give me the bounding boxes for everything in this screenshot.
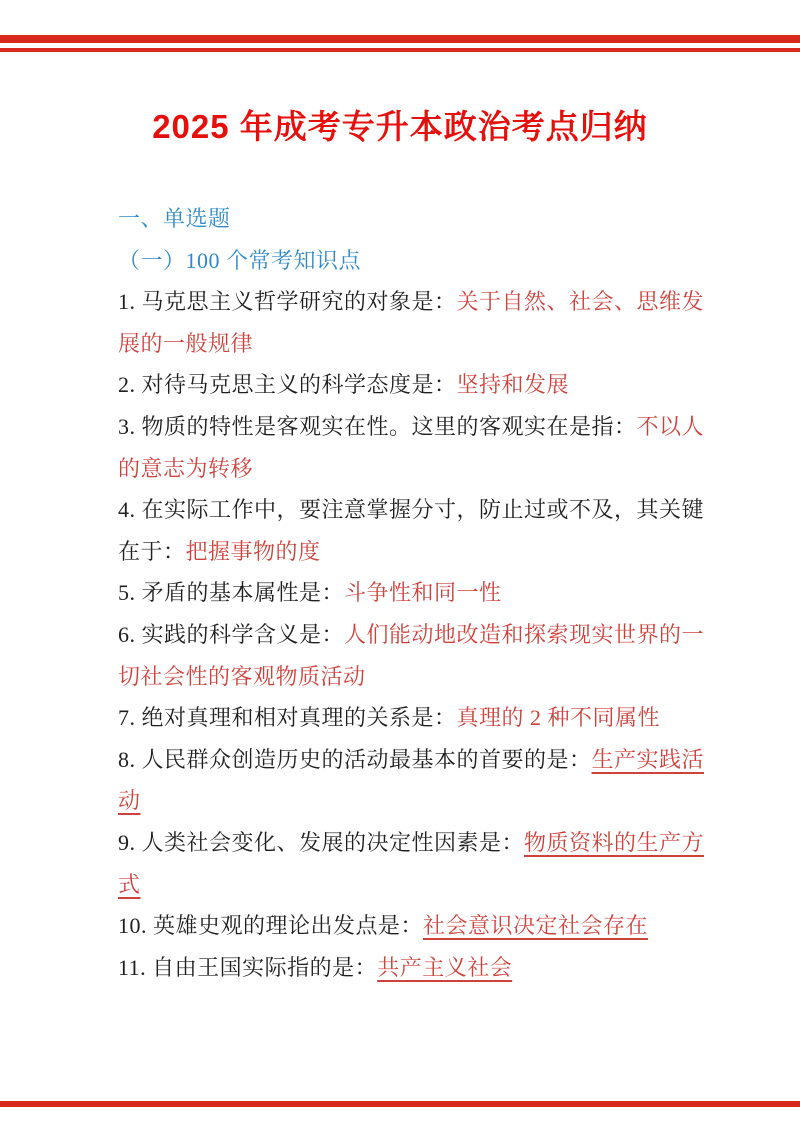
knowledge-point-line	[118, 281, 705, 323]
answer-text: 社会意识决定社会存在	[423, 913, 649, 939]
knowledge-point-line	[118, 323, 698, 365]
answer-text: 把握事物的度	[185, 538, 321, 564]
answer-text: 生产实践活	[591, 746, 705, 772]
question-text: 3. 物质的特性是客观实在性。这里的客观实在是指：	[118, 413, 637, 439]
knowledge-point-line	[118, 489, 705, 531]
question-text: 1. 马克思主义哲学研究的对象是：	[118, 289, 457, 315]
knowledge-point-line	[118, 780, 698, 822]
knowledge-point-line	[118, 364, 698, 406]
knowledge-point-line	[118, 614, 705, 656]
question-text: 10. 英雄史观的理论出发点是：	[118, 913, 424, 939]
answer-text: 不以人	[636, 413, 705, 439]
knowledge-point-line	[118, 406, 705, 448]
knowledge-point-line	[118, 822, 705, 864]
knowledge-point-line	[118, 448, 698, 490]
answer-text: 斗争性和同一性	[344, 580, 502, 606]
knowledge-point-line	[118, 905, 698, 947]
answer-text: 人们能动地改造和探索现实世界的一	[344, 621, 705, 647]
knowledge-point-line	[118, 697, 698, 739]
question-text: 5. 矛盾的基本属性是：	[118, 580, 345, 606]
knowledge-point-line	[118, 947, 698, 989]
answer-text: 展的一般规律	[118, 330, 254, 356]
answer-text: 动	[118, 788, 141, 814]
question-text: 8. 人民群众创造历史的活动最基本的首要的是：	[118, 746, 592, 772]
question-text: 9. 人类社会变化、发展的决定性因素是：	[118, 829, 525, 855]
answer-text: 式	[118, 871, 141, 897]
question-text: 2. 对待马克思主义的科学态度是：	[118, 372, 457, 398]
answer-text: 的意志为转移	[118, 455, 254, 481]
answer-text: 共产主义社会	[377, 954, 513, 980]
knowledge-point-line	[118, 572, 698, 614]
answer-text: 真理的 2 种不同属性	[456, 705, 661, 731]
question-text: 在于：	[118, 538, 186, 564]
question-text: 11. 自由王国实际指的是：	[118, 954, 378, 980]
section-heading: 一、单选题	[118, 206, 231, 231]
question-text: 7. 绝对真理和相对真理的关系是：	[118, 705, 457, 731]
knowledge-points-list	[118, 281, 705, 988]
question-text: 6. 实践的科学含义是：	[118, 621, 345, 647]
subsection-heading: （一）100 个常考知识点	[118, 247, 362, 273]
document-title: 2025 年成考专升本政治考点归纳	[152, 108, 648, 145]
knowledge-point-line	[118, 739, 705, 781]
answer-text: 物质资料的生产方	[524, 829, 705, 855]
bottom-rule	[0, 1101, 800, 1107]
question-text: 4. 在实际工作中，要注意掌握分寸，防止过或不及，其关键	[118, 497, 705, 523]
knowledge-point-line	[118, 864, 698, 906]
top-rule-thick	[0, 35, 800, 43]
answer-text: 切社会性的客观物质活动	[118, 663, 366, 689]
answer-text: 坚持和发展	[456, 372, 570, 398]
knowledge-point-line	[118, 656, 698, 698]
knowledge-point-line	[118, 531, 698, 573]
answer-text: 关于自然、社会、思维发	[456, 289, 705, 315]
top-rule-thin	[0, 48, 800, 52]
content-area	[118, 198, 705, 988]
